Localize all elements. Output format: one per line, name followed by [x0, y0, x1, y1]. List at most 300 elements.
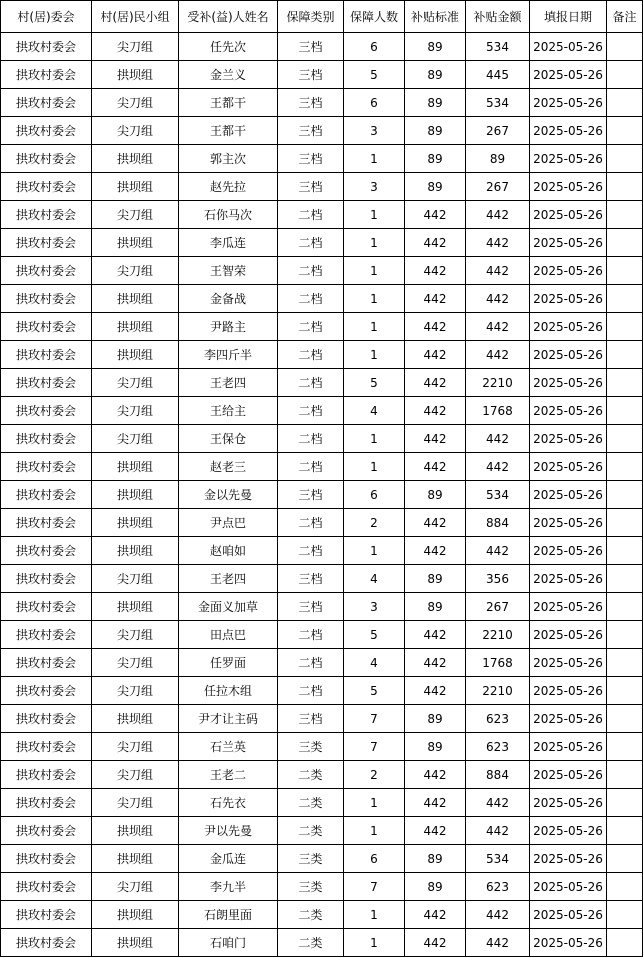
cell-guarantee-count: 4	[344, 649, 405, 677]
cell-guarantee-count: 7	[344, 705, 405, 733]
cell-villager-group: 尖刀组	[92, 789, 179, 817]
cell-village-committee: 拱玫村委会	[1, 929, 92, 957]
cell-guarantee-count: 1	[344, 145, 405, 173]
header-beneficiary-name: 受补(益)人姓名	[179, 1, 278, 33]
cell-remarks	[607, 845, 643, 873]
cell-guarantee-count: 5	[344, 369, 405, 397]
cell-subsidy-amount: 1768	[466, 397, 530, 425]
cell-remarks	[607, 593, 643, 621]
cell-village-committee: 拱玫村委会	[1, 537, 92, 565]
cell-village-committee: 拱玫村委会	[1, 89, 92, 117]
cell-subsidy-standard: 89	[405, 733, 466, 761]
cell-village-committee: 拱玫村委会	[1, 621, 92, 649]
cell-subsidy-amount: 89	[466, 145, 530, 173]
cell-fill-date: 2025-05-26	[530, 509, 607, 537]
cell-subsidy-standard: 89	[405, 61, 466, 89]
cell-subsidy-standard: 89	[405, 33, 466, 61]
cell-subsidy-standard: 442	[405, 341, 466, 369]
cell-subsidy-amount: 442	[466, 817, 530, 845]
cell-fill-date: 2025-05-26	[530, 341, 607, 369]
cell-guarantee-category: 二档	[278, 425, 344, 453]
cell-subsidy-standard: 89	[405, 89, 466, 117]
table-body	[1, 33, 643, 957]
cell-guarantee-count: 1	[344, 285, 405, 313]
cell-fill-date: 2025-05-26	[530, 621, 607, 649]
cell-beneficiary-name: 赵老三	[179, 453, 278, 481]
cell-subsidy-standard: 442	[405, 677, 466, 705]
cell-subsidy-standard: 442	[405, 621, 466, 649]
cell-villager-group: 尖刀组	[92, 761, 179, 789]
cell-villager-group: 拱坝组	[92, 481, 179, 509]
cell-villager-group: 拱坝组	[92, 341, 179, 369]
cell-remarks	[607, 173, 643, 201]
cell-subsidy-standard: 89	[405, 117, 466, 145]
cell-remarks	[607, 705, 643, 733]
cell-guarantee-category: 三档	[278, 705, 344, 733]
cell-subsidy-amount: 267	[466, 173, 530, 201]
cell-subsidy-standard: 442	[405, 901, 466, 929]
cell-beneficiary-name: 石先衣	[179, 789, 278, 817]
cell-guarantee-count: 6	[344, 89, 405, 117]
cell-subsidy-standard: 89	[405, 481, 466, 509]
cell-beneficiary-name: 王给主	[179, 397, 278, 425]
table-row	[1, 453, 643, 481]
cell-subsidy-standard: 442	[405, 397, 466, 425]
cell-subsidy-standard: 442	[405, 369, 466, 397]
header-guarantee-category: 保障类别	[278, 1, 344, 33]
cell-fill-date: 2025-05-26	[530, 789, 607, 817]
cell-villager-group: 尖刀组	[92, 649, 179, 677]
cell-subsidy-amount: 267	[466, 117, 530, 145]
cell-guarantee-category: 二档	[278, 313, 344, 341]
cell-guarantee-count: 1	[344, 817, 405, 845]
cell-subsidy-amount: 1768	[466, 649, 530, 677]
cell-guarantee-category: 三档	[278, 565, 344, 593]
cell-subsidy-amount: 884	[466, 509, 530, 537]
cell-villager-group: 拱坝组	[92, 453, 179, 481]
table-row	[1, 649, 643, 677]
cell-guarantee-category: 三档	[278, 117, 344, 145]
cell-beneficiary-name: 石你马次	[179, 201, 278, 229]
cell-beneficiary-name: 尹以先曼	[179, 817, 278, 845]
cell-fill-date: 2025-05-26	[530, 929, 607, 957]
cell-remarks	[607, 313, 643, 341]
cell-village-committee: 拱玫村委会	[1, 481, 92, 509]
table-row	[1, 929, 643, 957]
cell-beneficiary-name: 金备战	[179, 285, 278, 313]
cell-fill-date: 2025-05-26	[530, 593, 607, 621]
cell-guarantee-count: 1	[344, 341, 405, 369]
cell-villager-group: 拱坝组	[92, 817, 179, 845]
cell-remarks	[607, 145, 643, 173]
cell-subsidy-standard: 89	[405, 173, 466, 201]
cell-villager-group: 拱坝组	[92, 285, 179, 313]
table-row	[1, 537, 643, 565]
table-row	[1, 873, 643, 901]
cell-guarantee-count: 1	[344, 425, 405, 453]
cell-beneficiary-name: 赵先拉	[179, 173, 278, 201]
table-row	[1, 789, 643, 817]
cell-subsidy-amount: 442	[466, 229, 530, 257]
cell-guarantee-count: 4	[344, 397, 405, 425]
cell-beneficiary-name: 赵咱如	[179, 537, 278, 565]
cell-subsidy-standard: 442	[405, 817, 466, 845]
cell-remarks	[607, 817, 643, 845]
cell-village-committee: 拱玫村委会	[1, 397, 92, 425]
cell-guarantee-count: 7	[344, 873, 405, 901]
cell-beneficiary-name: 任罗面	[179, 649, 278, 677]
cell-remarks	[607, 453, 643, 481]
table-row	[1, 229, 643, 257]
cell-beneficiary-name: 金以先曼	[179, 481, 278, 509]
cell-remarks	[607, 901, 643, 929]
cell-fill-date: 2025-05-26	[530, 229, 607, 257]
cell-village-committee: 拱玫村委会	[1, 117, 92, 145]
cell-beneficiary-name: 王都干	[179, 89, 278, 117]
cell-villager-group: 拱坝组	[92, 537, 179, 565]
cell-subsidy-standard: 442	[405, 789, 466, 817]
cell-remarks	[607, 257, 643, 285]
cell-fill-date: 2025-05-26	[530, 453, 607, 481]
cell-remarks	[607, 285, 643, 313]
cell-village-committee: 拱玫村委会	[1, 425, 92, 453]
cell-village-committee: 拱玫村委会	[1, 593, 92, 621]
cell-fill-date: 2025-05-26	[530, 649, 607, 677]
cell-subsidy-standard: 89	[405, 705, 466, 733]
cell-beneficiary-name: 王都干	[179, 117, 278, 145]
cell-villager-group: 拱坝组	[92, 509, 179, 537]
cell-villager-group: 尖刀组	[92, 117, 179, 145]
cell-villager-group: 拱坝组	[92, 845, 179, 873]
cell-subsidy-amount: 2210	[466, 677, 530, 705]
cell-guarantee-category: 三档	[278, 173, 344, 201]
cell-guarantee-count: 1	[344, 789, 405, 817]
cell-village-committee: 拱玫村委会	[1, 33, 92, 61]
table-row	[1, 341, 643, 369]
cell-village-committee: 拱玫村委会	[1, 285, 92, 313]
cell-guarantee-count: 6	[344, 481, 405, 509]
header-village-committee: 村(居)委会	[1, 1, 92, 33]
header-subsidy-amount: 补贴金额	[466, 1, 530, 33]
cell-fill-date: 2025-05-26	[530, 817, 607, 845]
table-row	[1, 145, 643, 173]
cell-subsidy-amount: 442	[466, 453, 530, 481]
cell-village-committee: 拱玫村委会	[1, 173, 92, 201]
cell-villager-group: 尖刀组	[92, 397, 179, 425]
cell-remarks	[607, 621, 643, 649]
cell-village-committee: 拱玫村委会	[1, 313, 92, 341]
cell-remarks	[607, 509, 643, 537]
cell-fill-date: 2025-05-26	[530, 257, 607, 285]
cell-guarantee-category: 三档	[278, 61, 344, 89]
cell-fill-date: 2025-05-26	[530, 425, 607, 453]
cell-beneficiary-name: 金瓜连	[179, 845, 278, 873]
cell-remarks	[607, 873, 643, 901]
cell-village-committee: 拱玫村委会	[1, 705, 92, 733]
header-villager-group: 村(居)民小组	[92, 1, 179, 33]
cell-beneficiary-name: 任拉木组	[179, 677, 278, 705]
cell-village-committee: 拱玫村委会	[1, 565, 92, 593]
cell-guarantee-category: 二档	[278, 677, 344, 705]
cell-villager-group: 尖刀组	[92, 257, 179, 285]
cell-beneficiary-name: 李瓜连	[179, 229, 278, 257]
cell-remarks	[607, 537, 643, 565]
table-row	[1, 89, 643, 117]
cell-village-committee: 拱玫村委会	[1, 61, 92, 89]
cell-guarantee-count: 2	[344, 761, 405, 789]
cell-fill-date: 2025-05-26	[530, 537, 607, 565]
cell-remarks	[607, 565, 643, 593]
header-row	[1, 1, 643, 33]
cell-beneficiary-name: 金兰义	[179, 61, 278, 89]
cell-remarks	[607, 89, 643, 117]
cell-beneficiary-name: 石咱门	[179, 929, 278, 957]
cell-guarantee-category: 二档	[278, 621, 344, 649]
cell-guarantee-count: 6	[344, 33, 405, 61]
cell-beneficiary-name: 尹路主	[179, 313, 278, 341]
cell-fill-date: 2025-05-26	[530, 901, 607, 929]
header-remarks: 备注	[607, 1, 643, 33]
cell-subsidy-amount: 442	[466, 425, 530, 453]
cell-subsidy-standard: 442	[405, 313, 466, 341]
cell-villager-group: 尖刀组	[92, 565, 179, 593]
cell-villager-group: 拱坝组	[92, 61, 179, 89]
cell-subsidy-amount: 534	[466, 33, 530, 61]
cell-fill-date: 2025-05-26	[530, 705, 607, 733]
cell-guarantee-count: 3	[344, 593, 405, 621]
cell-guarantee-count: 5	[344, 621, 405, 649]
cell-villager-group: 拱坝组	[92, 229, 179, 257]
cell-guarantee-count: 7	[344, 733, 405, 761]
cell-guarantee-category: 二档	[278, 257, 344, 285]
cell-guarantee-category: 二档	[278, 649, 344, 677]
cell-guarantee-count: 3	[344, 173, 405, 201]
table-row	[1, 369, 643, 397]
cell-beneficiary-name: 任先次	[179, 33, 278, 61]
cell-beneficiary-name: 石朗里面	[179, 901, 278, 929]
cell-subsidy-standard: 442	[405, 257, 466, 285]
cell-village-committee: 拱玫村委会	[1, 649, 92, 677]
cell-subsidy-standard: 442	[405, 201, 466, 229]
cell-guarantee-category: 二档	[278, 453, 344, 481]
cell-guarantee-category: 三档	[278, 593, 344, 621]
cell-guarantee-category: 二类	[278, 901, 344, 929]
cell-villager-group: 拱坝组	[92, 313, 179, 341]
cell-guarantee-category: 二档	[278, 369, 344, 397]
table-row	[1, 481, 643, 509]
cell-beneficiary-name: 石兰英	[179, 733, 278, 761]
cell-guarantee-count: 1	[344, 537, 405, 565]
cell-village-committee: 拱玫村委会	[1, 789, 92, 817]
cell-remarks	[607, 369, 643, 397]
cell-village-committee: 拱玫村委会	[1, 677, 92, 705]
cell-subsidy-amount: 623	[466, 873, 530, 901]
table-row	[1, 173, 643, 201]
cell-fill-date: 2025-05-26	[530, 397, 607, 425]
cell-fill-date: 2025-05-26	[530, 117, 607, 145]
cell-village-committee: 拱玫村委会	[1, 341, 92, 369]
table-row	[1, 61, 643, 89]
cell-guarantee-count: 4	[344, 565, 405, 593]
cell-guarantee-category: 二类	[278, 789, 344, 817]
table-row	[1, 817, 643, 845]
cell-remarks	[607, 229, 643, 257]
cell-fill-date: 2025-05-26	[530, 313, 607, 341]
cell-guarantee-count: 1	[344, 201, 405, 229]
cell-fill-date: 2025-05-26	[530, 89, 607, 117]
cell-guarantee-category: 三档	[278, 145, 344, 173]
cell-guarantee-count: 5	[344, 61, 405, 89]
cell-remarks	[607, 117, 643, 145]
cell-remarks	[607, 789, 643, 817]
cell-guarantee-category: 二档	[278, 509, 344, 537]
cell-subsidy-amount: 442	[466, 313, 530, 341]
cell-subsidy-standard: 442	[405, 229, 466, 257]
cell-subsidy-amount: 442	[466, 201, 530, 229]
cell-village-committee: 拱玫村委会	[1, 145, 92, 173]
cell-villager-group: 拱坝组	[92, 173, 179, 201]
cell-beneficiary-name: 田点巴	[179, 621, 278, 649]
cell-guarantee-category: 二档	[278, 341, 344, 369]
cell-beneficiary-name: 尹点巴	[179, 509, 278, 537]
cell-fill-date: 2025-05-26	[530, 33, 607, 61]
table-row	[1, 397, 643, 425]
table-row	[1, 201, 643, 229]
cell-beneficiary-name: 郭主次	[179, 145, 278, 173]
cell-villager-group: 尖刀组	[92, 425, 179, 453]
cell-guarantee-category: 二类	[278, 817, 344, 845]
cell-villager-group: 拱坝组	[92, 929, 179, 957]
cell-remarks	[607, 341, 643, 369]
cell-guarantee-category: 三档	[278, 481, 344, 509]
table-row	[1, 705, 643, 733]
cell-guarantee-count: 5	[344, 677, 405, 705]
cell-subsidy-amount: 442	[466, 901, 530, 929]
cell-villager-group: 尖刀组	[92, 621, 179, 649]
cell-village-committee: 拱玫村委会	[1, 369, 92, 397]
cell-villager-group: 尖刀组	[92, 89, 179, 117]
cell-subsidy-standard: 442	[405, 649, 466, 677]
cell-subsidy-standard: 442	[405, 509, 466, 537]
cell-village-committee: 拱玫村委会	[1, 845, 92, 873]
cell-villager-group: 尖刀组	[92, 201, 179, 229]
cell-subsidy-amount: 623	[466, 705, 530, 733]
cell-beneficiary-name: 李九半	[179, 873, 278, 901]
cell-villager-group: 尖刀组	[92, 677, 179, 705]
table-row	[1, 845, 643, 873]
cell-villager-group: 拱坝组	[92, 593, 179, 621]
cell-subsidy-standard: 89	[405, 145, 466, 173]
cell-remarks	[607, 481, 643, 509]
cell-beneficiary-name: 王智荣	[179, 257, 278, 285]
table-row	[1, 565, 643, 593]
cell-subsidy-standard: 442	[405, 453, 466, 481]
cell-fill-date: 2025-05-26	[530, 761, 607, 789]
cell-subsidy-amount: 442	[466, 341, 530, 369]
cell-guarantee-category: 二档	[278, 229, 344, 257]
cell-village-committee: 拱玫村委会	[1, 901, 92, 929]
cell-guarantee-category: 二档	[278, 397, 344, 425]
cell-subsidy-standard: 89	[405, 593, 466, 621]
cell-guarantee-category: 二档	[278, 285, 344, 313]
cell-guarantee-category: 二档	[278, 201, 344, 229]
cell-remarks	[607, 425, 643, 453]
cell-subsidy-amount: 2210	[466, 621, 530, 649]
cell-subsidy-standard: 442	[405, 761, 466, 789]
cell-subsidy-amount: 534	[466, 481, 530, 509]
cell-village-committee: 拱玫村委会	[1, 201, 92, 229]
cell-village-committee: 拱玫村委会	[1, 761, 92, 789]
cell-guarantee-category: 二类	[278, 761, 344, 789]
table-row	[1, 33, 643, 61]
cell-subsidy-standard: 89	[405, 873, 466, 901]
cell-beneficiary-name: 王老四	[179, 369, 278, 397]
cell-remarks	[607, 761, 643, 789]
cell-guarantee-category: 二类	[278, 929, 344, 957]
cell-remarks	[607, 397, 643, 425]
table-row	[1, 285, 643, 313]
cell-guarantee-count: 1	[344, 453, 405, 481]
cell-villager-group: 拱坝组	[92, 705, 179, 733]
header-fill-date: 填报日期	[530, 1, 607, 33]
cell-villager-group: 尖刀组	[92, 733, 179, 761]
cell-remarks	[607, 929, 643, 957]
cell-guarantee-category: 三档	[278, 89, 344, 117]
table-row	[1, 733, 643, 761]
cell-villager-group: 拱坝组	[92, 901, 179, 929]
cell-subsidy-standard: 442	[405, 929, 466, 957]
cell-fill-date: 2025-05-26	[530, 677, 607, 705]
cell-subsidy-amount: 442	[466, 537, 530, 565]
cell-village-committee: 拱玫村委会	[1, 817, 92, 845]
cell-beneficiary-name: 金面义加草	[179, 593, 278, 621]
table-row	[1, 509, 643, 537]
cell-guarantee-category: 三类	[278, 733, 344, 761]
table-row	[1, 313, 643, 341]
cell-fill-date: 2025-05-26	[530, 173, 607, 201]
cell-beneficiary-name: 李四斤半	[179, 341, 278, 369]
cell-guarantee-category: 三类	[278, 873, 344, 901]
cell-fill-date: 2025-05-26	[530, 565, 607, 593]
cell-fill-date: 2025-05-26	[530, 145, 607, 173]
cell-fill-date: 2025-05-26	[530, 369, 607, 397]
table-row	[1, 593, 643, 621]
cell-guarantee-category: 三类	[278, 845, 344, 873]
cell-remarks	[607, 677, 643, 705]
cell-subsidy-amount: 534	[466, 845, 530, 873]
cell-subsidy-standard: 89	[405, 845, 466, 873]
cell-village-committee: 拱玫村委会	[1, 509, 92, 537]
cell-beneficiary-name: 王老四	[179, 565, 278, 593]
cell-fill-date: 2025-05-26	[530, 873, 607, 901]
cell-subsidy-standard: 442	[405, 285, 466, 313]
table-row	[1, 425, 643, 453]
table-row	[1, 117, 643, 145]
cell-village-committee: 拱玫村委会	[1, 229, 92, 257]
cell-subsidy-amount: 442	[466, 285, 530, 313]
cell-guarantee-count: 6	[344, 845, 405, 873]
cell-subsidy-standard: 442	[405, 425, 466, 453]
cell-beneficiary-name: 王保仓	[179, 425, 278, 453]
header-subsidy-standard: 补贴标准	[405, 1, 466, 33]
table-row	[1, 677, 643, 705]
cell-subsidy-amount: 534	[466, 89, 530, 117]
cell-guarantee-category: 三档	[278, 33, 344, 61]
table-row	[1, 761, 643, 789]
cell-fill-date: 2025-05-26	[530, 733, 607, 761]
cell-remarks	[607, 33, 643, 61]
cell-fill-date: 2025-05-26	[530, 845, 607, 873]
